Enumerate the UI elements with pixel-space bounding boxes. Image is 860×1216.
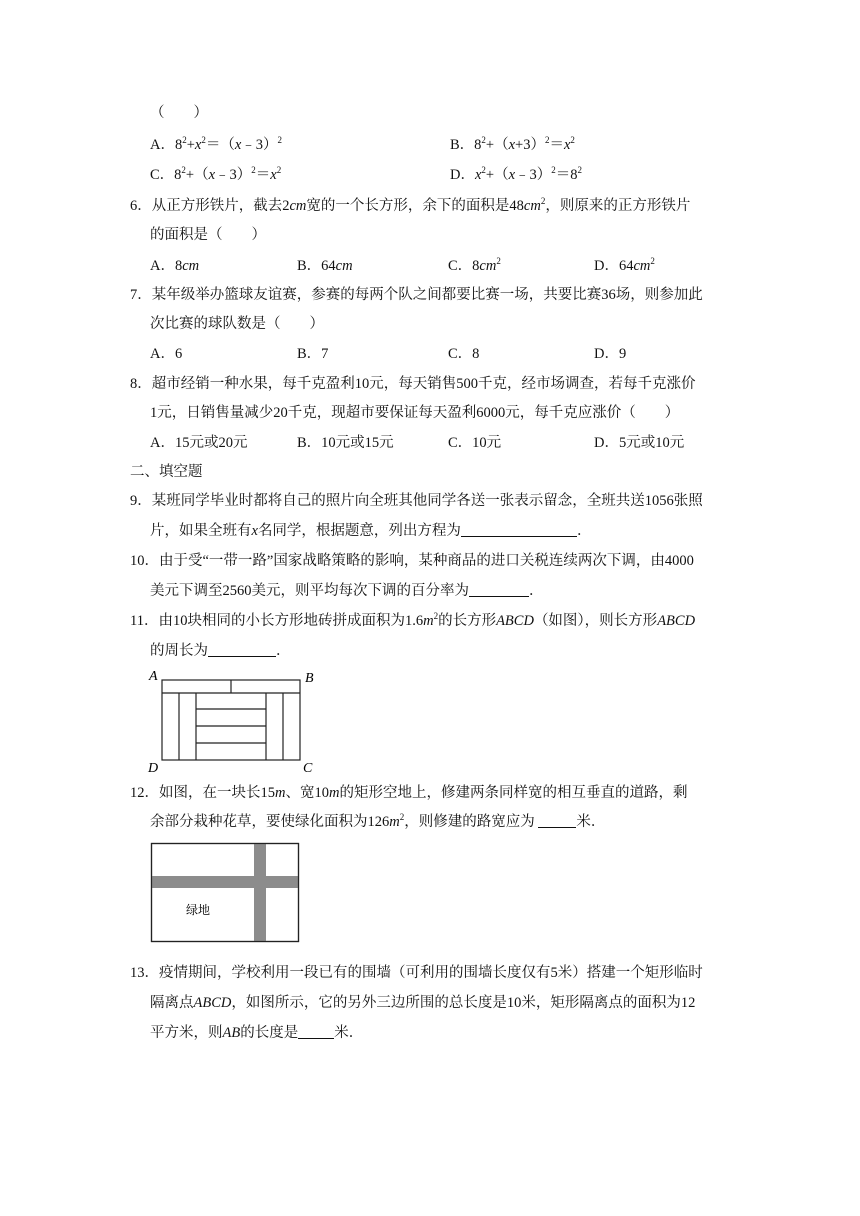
q8-option-c[interactable]: C．10元	[448, 435, 502, 451]
q9-answer-blank[interactable]	[461, 522, 577, 537]
section-heading: 二、填空题	[130, 464, 203, 480]
q11-label-d: D	[148, 761, 159, 776]
q5-option-b[interactable]: B．$8^2+(x+3)^2=x^2$	[450, 135, 575, 153]
q5-option-d[interactable]: D．$x^2+(x﹣3)^2=8^2$	[450, 165, 583, 183]
q11-tiles-figure	[140, 664, 330, 776]
q13-answer-blank[interactable]	[298, 1024, 334, 1039]
q13-stem-line3: 平方米，则AB的长度是 米．	[150, 1025, 364, 1041]
q8-stem-line1: 8．超市经销一种水果，每千克盈利10元，每天销售500千克，经市场调查，若每千克涨价	[130, 376, 696, 392]
q5-option-c[interactable]: C．$8^2+(x﹣3)^2=x^2$	[150, 165, 282, 183]
q11-label-a: A	[149, 669, 158, 684]
q12-answer-blank[interactable]	[538, 813, 576, 828]
q8-option-a[interactable]: A．15元或20元	[150, 435, 248, 451]
q9-stem-line1: 9．某班同学毕业时都将自己的照片向全班其他同学各送一张表示留念，全班共送1056张照	[130, 493, 703, 509]
q10-stem-line2: 美元下调至2560美元，则平均每次下调的百分率为 ．	[150, 583, 544, 599]
q8-option-b[interactable]: B．10元或15元	[297, 435, 394, 451]
q9-stem-line2: 片，如果全班有x名同学，根据题意，列出方程为 ．	[150, 523, 592, 539]
q12-figure-label: 绿地	[186, 903, 211, 917]
q12-stem-line2: 余部分栽种花草，要使绿化面积为$126m^2$，则修建的路宽应为 米．	[150, 812, 606, 830]
q11-stem-line2: 的周长为 ．	[150, 643, 291, 659]
q12-stem-line1: 12．如图，在一块长15m、宽10m的矩形空地上，修建两条同样宽的相互垂直的道路，剩	[130, 785, 688, 801]
q13-stem-line1: 13．疫情期间，学校利用一段已有的围墙（可利用的围墙长度仅有5米）搭建一个矩形临时	[130, 965, 703, 981]
q8-stem-line2: 1元，日销售量减少20千克，现超市要保证每天盈利6000元，每千克应涨价（ ）	[150, 405, 680, 421]
q13-stem-line2: 隔离点ABCD，如图所示，它的另外三边所围的总长度是10米，矩形隔离点的面积为12	[150, 995, 696, 1011]
q5-option-a[interactable]: A．$8^2+x^2=(x﹣3)^2$	[150, 135, 283, 153]
q6-option-b[interactable]: B．64cm	[297, 258, 353, 274]
q11-stem-line1: 11．由10块相同的小长方形地砖拼成面积为$1.6m^2$的长方形ABCD（如图），则长方形ABCD	[130, 611, 696, 629]
q11-answer-blank[interactable]	[208, 642, 276, 657]
q5-stem-tail: （ ）	[150, 105, 208, 121]
q6-stem-line2: 的面积是（ ）	[150, 227, 266, 243]
q7-stem-line1: 7．某年级举办篮球友谊赛，参赛的每两个队之间都要比赛一场，共要比赛36场，则参加此	[130, 287, 703, 303]
q7-option-b[interactable]: B．7	[297, 346, 329, 362]
q10-stem-line1: 10．由于受“一带一路”国家战略策略的影响，某种商品的进口关税连续两次下调，由4000	[130, 553, 694, 569]
q6-option-d[interactable]: D．$64cm^2$	[594, 256, 655, 274]
q6-option-a[interactable]: A．8cm	[150, 258, 200, 274]
q7-option-a[interactable]: A．6	[150, 346, 183, 362]
q6-option-c[interactable]: C．$8cm^2$	[448, 256, 501, 274]
q11-label-c: C	[303, 761, 313, 776]
q11-label-b: B	[305, 671, 314, 686]
q7-option-c[interactable]: C．8	[448, 346, 480, 362]
q7-stem-line2: 次比赛的球队数是（ ）	[150, 316, 324, 332]
q6-stem-line1: 6．从正方形铁片，截去2cm宽的一个长方形，余下的面积是$48cm^2$，则原来的正方形铁片	[130, 196, 691, 214]
q10-answer-blank[interactable]	[469, 582, 529, 597]
q7-option-d[interactable]: D．9	[594, 346, 627, 362]
q12-road-figure	[150, 842, 302, 944]
q8-option-d[interactable]: D．5元或10元	[594, 435, 685, 451]
